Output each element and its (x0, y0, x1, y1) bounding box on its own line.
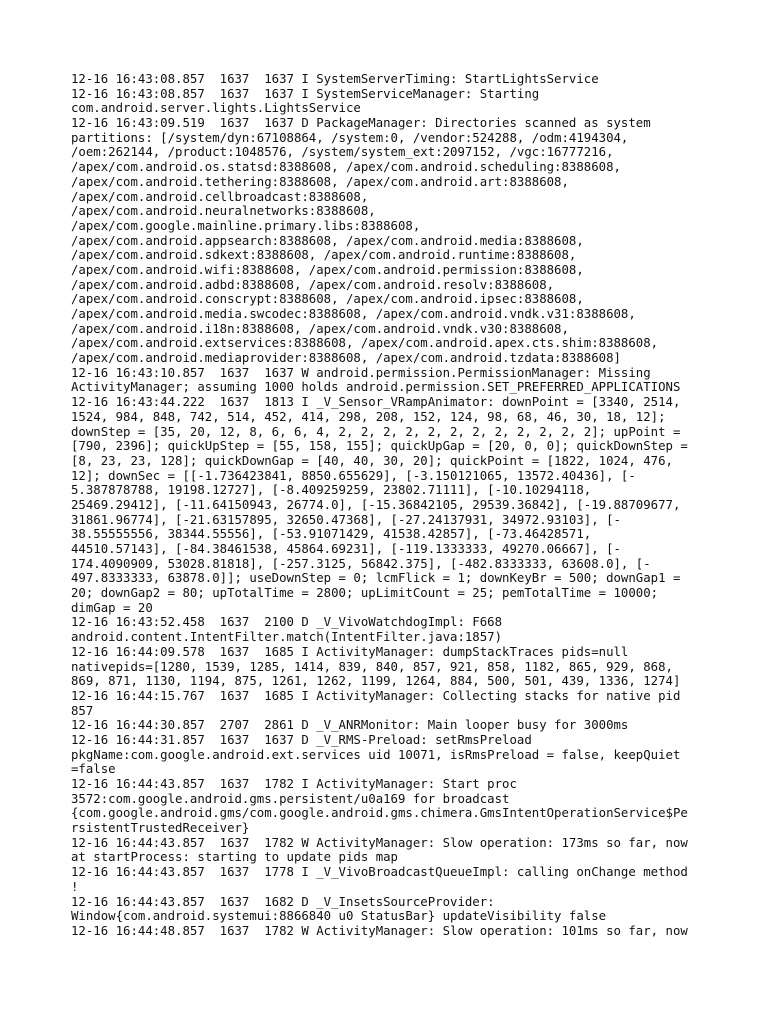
log-line: /oem:262144, /product:1048576, /system/system_ext:2097152, /vgc:16777216, (71, 145, 614, 160)
log-line: [790, 2396]; quickUpStep = [55, 158, 155]; quickUpGap = [20, 0, 0]; quickDownStep = (71, 439, 688, 454)
log-line: /apex/com.android.wifi:8388608, /apex/com.android.permission:8388608, (71, 262, 584, 277)
log-line: /apex/com.android.media.swcodec:8388608, /apex/com.android.vndk.v31:8388608, (71, 307, 636, 321)
log-line: 12-16 16:43:08.857 1637 1637 I SystemServiceManager: Starting (71, 86, 540, 101)
log-line: /apex/com.android.appsearch:8388608, /apex/com.android.media:8388608, (71, 233, 584, 248)
log-line: 31861.96774], [-21.63157895, 32650.47368], [-27.24137931, 34972.93103], [- (71, 512, 621, 527)
log-line: 12-16 16:44:48.857 1637 1782 W ActivityManager: Slow operation: 101ms so far, now (71, 923, 688, 938)
log-line: /apex/com.android.neuralnetworks:8388608, (71, 204, 376, 219)
log-line: 3572:com.google.android.gms.persistent/u0a169 for broadcast (71, 791, 510, 806)
log-line: 857 (71, 703, 94, 718)
log-line: 12-16 16:44:43.857 1637 1682 D _V_InsetsSourceProvider: (71, 894, 495, 909)
log-line: 12-16 16:43:09.519 1637 1637 D PackageManager: Directories scanned as system (71, 116, 651, 131)
log-line: 12-16 16:44:31.857 1637 1637 D _V_RMS-Preload: setRmsPreload (71, 732, 532, 747)
log-line: 38.55555556, 38344.55556], [-53.91071429, 41538.42857], [-73.46428571, (71, 527, 592, 542)
log-document (71, 72, 701, 952)
log-line: rsistentTrustedReceiver} (71, 821, 250, 836)
log-line: [8, 23, 23, 128]; quickDownGap = [40, 40, 30, 20]; quickPoint = [1822, 1024, 476, (71, 453, 673, 468)
log-line: 12-16 16:43:44.222 1637 1813 I _V_Sensor_VRampAnimator: downPoint = [3340, 2514, (71, 395, 681, 410)
log-line: 12-16 16:43:52.458 1637 2100 D _V_VivoWatchdogImpl: F668 (71, 615, 503, 630)
log-line: 12-16 16:43:10.857 1637 1637 W android.permission.PermissionManager: Missing (71, 365, 651, 380)
log-line: 174.4090909, 53028.81818], [-257.3125, 56842.375], [-482.8333333, 63608.0], [- (71, 556, 651, 571)
log-line: =false (71, 762, 116, 777)
log-line: /apex/com.android.adbd:8388608, /apex/com.android.resolv:8388608, (71, 277, 555, 292)
log-line: /apex/com.android.conscrypt:8388608, /apex/com.android.ipsec:8388608, (71, 292, 584, 307)
log-line: Window{com.android.systemui:8866840 u0 StatusBar} updateVisibility false (71, 909, 607, 924)
log-line: partitions: [/system/dyn:67108864, /system:0, /vendor:524288, /odm:4194304, (71, 130, 629, 145)
log-line: /apex/com.android.extservices:8388608, /apex/com.android.apex.cts.shim:8388608, (71, 336, 659, 351)
log-line: 12-16 16:44:43.857 1637 1778 I _V_VivoBroadcastQueueImpl: calling onChange method (71, 865, 688, 880)
log-line: 12-16 16:44:43.857 1637 1782 W ActivityManager: Slow operation: 173ms so far, now (71, 835, 688, 850)
log-line: 12-16 16:43:08.857 1637 1637 I SystemServerTiming: StartLightsService (71, 72, 599, 86)
log-line: 12-16 16:44:09.578 1637 1685 I ActivityManager: dumpStackTraces pids=null (71, 644, 629, 659)
log-line: ActivityManager; assuming 1000 holds android.permission.SET_PREFERRED_APPLICATIONS (71, 380, 681, 395)
log-line: 20; downGap2 = 80; upTotalTime = 2800; upLimitCount = 25; pemTotalTime = 10000; (71, 586, 659, 601)
log-line: 44510.57143], [-84.38461538, 45864.69231], [-119.1333333, 49270.06667], [- (71, 542, 621, 556)
log-line: nativepids=[1280, 1539, 1285, 1414, 839, 840, 857, 921, 858, 1182, 865, 929, 868, (71, 659, 673, 674)
log-line: /apex/com.android.cellbroadcast:8388608, (71, 189, 369, 204)
log-line: 1524, 984, 848, 742, 514, 452, 414, 298, 208, 152, 124, 98, 68, 46, 30, 18, 12]; (71, 409, 666, 424)
log-line: /apex/com.android.sdkext:8388608, /apex/com.android.runtime:8388608, (71, 248, 577, 263)
log-line: 25469.29412], [-11.64150943, 26774.0], [-15.36842105, 29539.36842], [-19.88709677, (71, 497, 681, 512)
log-line: at startProcess: starting to update pids map (71, 850, 398, 865)
log-line: 12-16 16:44:30.857 2707 2861 D _V_ANRMonitor: Main looper busy for 3000ms (71, 718, 629, 733)
log-line: 497.8333333, 63878.0]]; useDownStep = 0; lcmFlick = 1; downKeyBr = 500; downGap1 = (71, 571, 681, 586)
log-line: dimGap = 20 (71, 600, 153, 615)
log-line: /apex/com.google.mainline.primary.libs:8388608, (71, 218, 421, 233)
log-line: /apex/com.android.os.statsd:8388608, /apex/com.android.scheduling:8388608, (71, 160, 621, 175)
log-line: pkgName:com.google.android.ext.services uid 10071, isRmsPreload = false, keepQuiet (71, 747, 681, 762)
log-line: 12]; downSec = [[-1.736423841, 8850.655629], [-3.150121065, 13572.40436], [- (71, 468, 636, 483)
log-line: /apex/com.android.mediaprovider:8388608, /apex/com.android.tzdata:8388608] (71, 351, 621, 366)
log-line: 5.387878788, 19198.12727], [-8.409259259, 23802.71111], [-10.10294118, (71, 483, 592, 498)
log-line: {com.google.android.gms/com.google.android.gms.chimera.GmsIntentOperationService$Pe (71, 806, 688, 821)
log-line: ! (71, 879, 79, 894)
log-line: 869, 871, 1130, 1194, 875, 1261, 1262, 1199, 1264, 884, 500, 501, 439, 1336, 1274] (71, 674, 681, 689)
log-line: android.content.IntentFilter.match(IntentFilter.java:1857) (71, 630, 503, 645)
log-line: com.android.server.lights.LightsService (71, 101, 361, 116)
log-line: /apex/com.android.i18n:8388608, /apex/com.android.vndk.v30:8388608, (71, 321, 569, 336)
log-line: /apex/com.android.tethering:8388608, /apex/com.android.art:8388608, (71, 174, 569, 189)
log-line: 12-16 16:44:15.767 1637 1685 I ActivityManager: Collecting stacks for native pid (71, 688, 681, 703)
log-line: 12-16 16:44:43.857 1637 1782 I ActivityManager: Start proc (71, 777, 517, 791)
log-line: downStep = [35, 20, 12, 8, 6, 6, 4, 2, 2, 2, 2, 2, 2, 2, 2, 2, 2, 2, 2]; upPoint = (71, 424, 681, 439)
